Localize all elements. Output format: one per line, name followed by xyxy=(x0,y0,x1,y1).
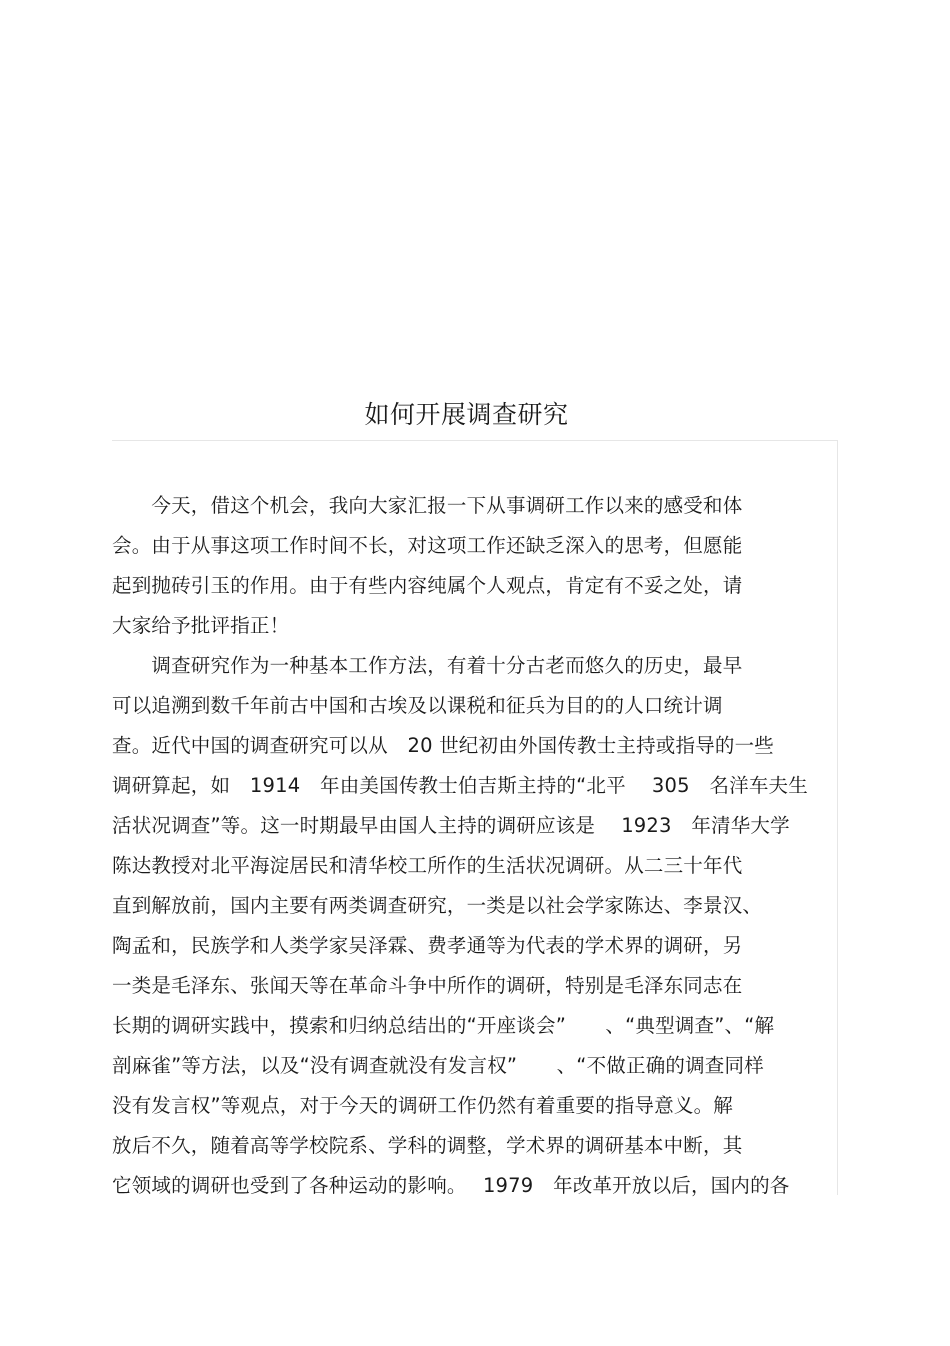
text-line: 它领域的调研也受到了各种运动的影响。 1979 年改革开放以后，国内的各 xyxy=(112,1174,790,1197)
text-line: 剖麻雀”等方法，以及“没有调查就没有发言权” 、“不做正确的调查同样 xyxy=(112,1054,764,1077)
text-line: 查。近代中国的调查研究可以从 20 世纪初由外国传教士主持或指导的一些 xyxy=(112,734,775,757)
text-line: 大家给予批评指正！ xyxy=(112,614,290,637)
text-line: 调研算起，如 1914 年由美国传教士伯吉斯主持的“北平 305 名洋车夫生 xyxy=(112,774,808,797)
text-line: 放后不久，随着高等学校院系、学科的调整，学术界的调研基本中断，其 xyxy=(112,1134,743,1157)
text-line: 直到解放前，国内主要有两类调查研究，一类是以社会学家陈达、李景汉、 xyxy=(112,894,763,917)
text-line: 可以追溯到数千年前古中国和古埃及以课税和征兵为目的的人口统计调 xyxy=(112,694,723,717)
right-divider xyxy=(837,440,838,1195)
text-line: 陈达教授对北平海淀居民和清华校工所作的生活状况调研。从二三十年代 xyxy=(112,854,743,877)
top-divider xyxy=(112,440,838,441)
text-line: 起到抛砖引玉的作用。由于有些内容纯属个人观点，肯定有不妥之处，请 xyxy=(112,574,743,597)
text-line: 调查研究作为一种基本工作方法，有着十分古老而悠久的历史，最早 xyxy=(112,654,743,677)
text-line: 陶孟和，民族学和人类学家吴泽霖、费孝通等为代表的学术界的调研，另 xyxy=(112,934,743,957)
text-line: 活状况调查”等。这一时期最早由国人主持的调研应该是 1923 年清华大学 xyxy=(112,814,790,837)
text-line: 没有发言权”等观点，对于今天的调研工作仍然有着重要的指导意义。解 xyxy=(112,1094,734,1117)
text-line: 今天，借这个机会，我向大家汇报一下从事调研工作以来的感受和体 xyxy=(112,494,743,517)
document-title: 如何开展调查研究 xyxy=(364,400,569,429)
text-line: 长期的调研实践中，摸索和归纳总结出的“开座谈会” 、“典型调查”、“解 xyxy=(112,1014,775,1037)
text-line: 会。由于从事这项工作时间不长，对这项工作还缺乏深入的思考，但愿能 xyxy=(112,534,743,557)
text-line: 一类是毛泽东、张闻天等在革命斗争中所作的调研，特别是毛泽东同志在 xyxy=(112,974,743,997)
